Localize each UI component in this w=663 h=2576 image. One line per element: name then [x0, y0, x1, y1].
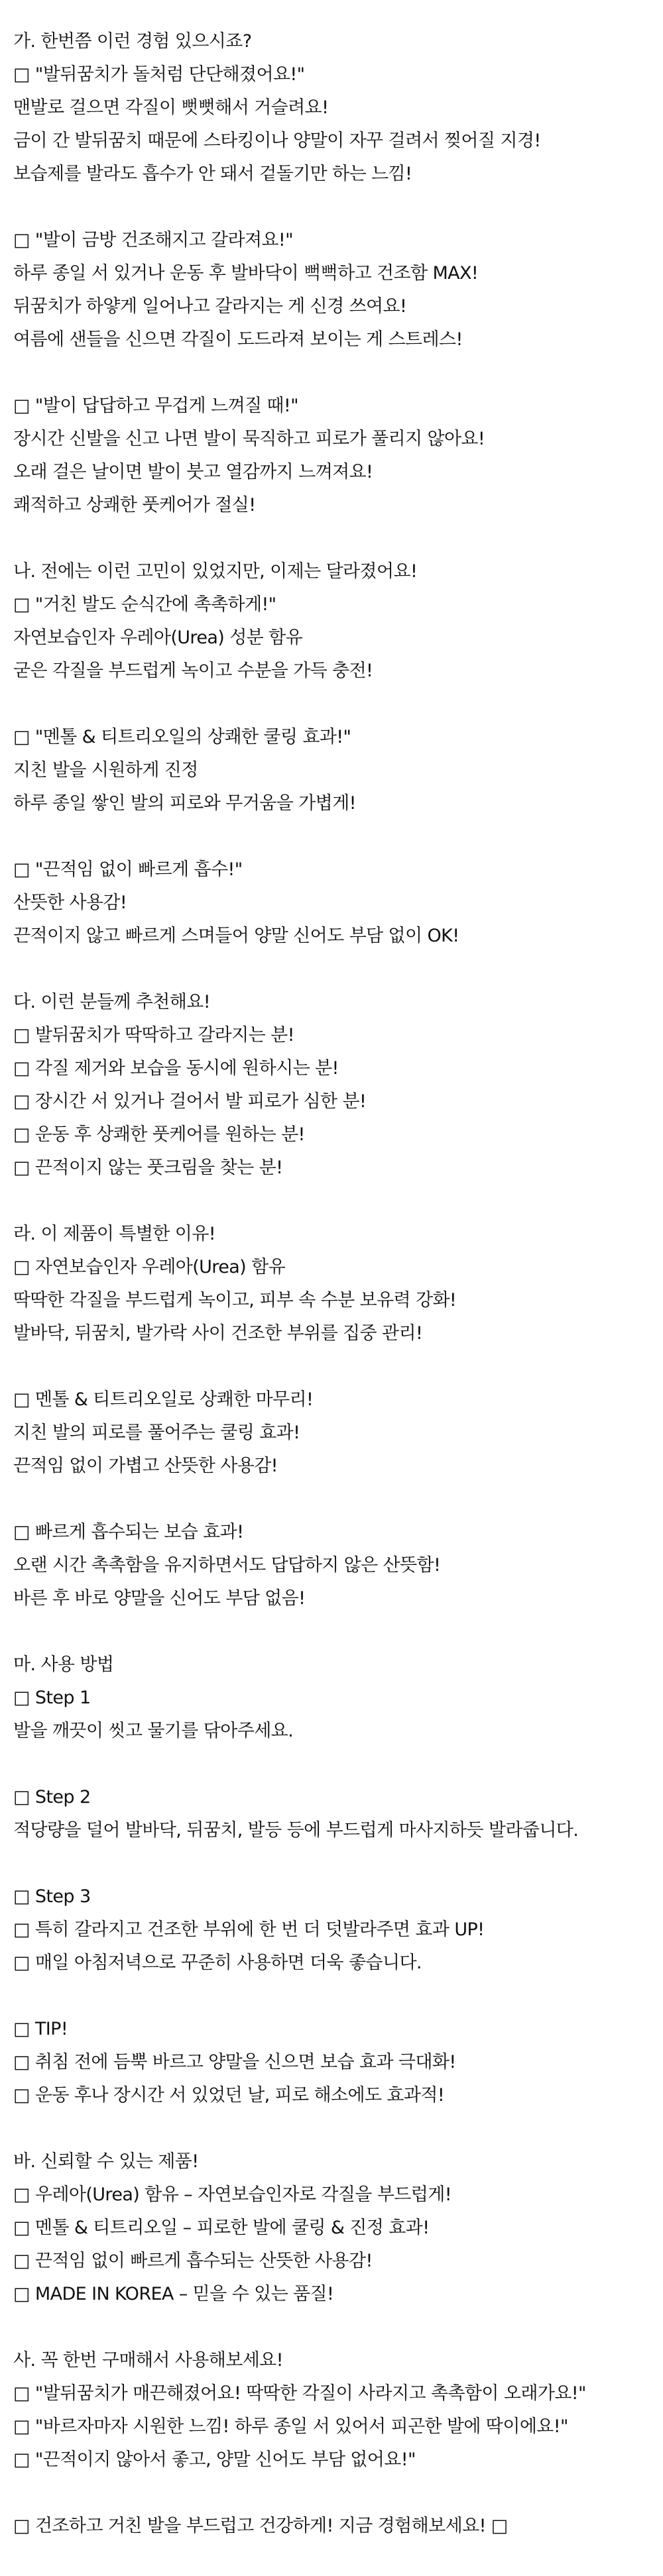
section-heading: 바. 신뢰할 수 있는 제품!: [13, 2151, 199, 2172]
section-spacer: [13, 522, 656, 555]
text-line: 발을 깨끗이 씻고 물기를 닦아주세요.: [13, 1721, 294, 1741]
text-line: □ 운동 후 상쾌한 풋케어를 원하는 분!: [13, 1124, 305, 1145]
block-spacer: [13, 2477, 656, 2510]
block-spacer: [13, 1483, 656, 1516]
section-spacer: [13, 2311, 656, 2344]
text-line: 지친 발의 피로를 풀어주는 쿨링 효과!: [13, 1422, 300, 1443]
section-heading: 라. 이 제품이 특별한 이유!: [13, 1224, 215, 1244]
content-block: [13, 721, 656, 820]
section-ba: [13, 2145, 656, 2311]
text-line: □ 건조하고 거친 발을 부드럽고 건강하게! 지금 경험해보세요! □: [13, 2516, 508, 2536]
text-line: 여름에 샌들을 신으면 각질이 도드라져 보이는 게 스트레스!: [13, 329, 463, 350]
content-block: [13, 2013, 656, 2112]
block-spacer: [13, 191, 656, 224]
text-line: □ "발이 금방 건조해지고 갈라져요!": [13, 230, 293, 250]
text-line: □ 매일 아침저녁으로 꾸준히 사용하면 더욱 좋습니다.: [13, 1953, 422, 1973]
block-spacer: [13, 688, 656, 721]
text-line: □ 각질 제거와 보습을 동시에 원하시는 분!: [13, 1058, 339, 1079]
text-line: □ TIP!: [13, 2019, 68, 2039]
text-line: 끈적임 없이 가볍고 산뜻한 사용감!: [13, 1456, 278, 1476]
text-line: 맨발로 걸으면 각질이 뻣뻣해서 거슬려요!: [13, 97, 329, 118]
text-line: □ 빠르게 흡수되는 보습 효과!: [13, 1522, 244, 1542]
text-line: □ "끈적임 없이 빠르게 흡수!": [13, 859, 243, 880]
section-spacer: [13, 1185, 656, 1218]
text-line: □ 우레아(Urea) 함유 – 자연보습인자로 각질을 부드럽게!: [13, 2184, 452, 2205]
text-line: □ "끈적이지 않아서 좋고, 양말 신어도 부담 없어요!": [13, 2449, 416, 2470]
block-spacer: [13, 1350, 656, 1383]
text-line: □ 장시간 서 있거나 걸어서 발 피로가 심한 분!: [13, 1091, 367, 1112]
block-spacer: [13, 1748, 656, 1781]
text-line: 끈적이지 않고 빠르게 스며들어 양말 신어도 부담 없이 OK!: [13, 926, 459, 946]
text-line: □ 발뒤꿈치가 딱딱하고 갈라지는 분!: [13, 1025, 294, 1046]
text-line: 장시간 신발을 신고 나면 발이 묵직하고 피로가 풀리지 않아요!: [13, 429, 485, 449]
section-ra: [13, 1218, 656, 1615]
section-ga: [13, 25, 656, 522]
content-block: [13, 2178, 656, 2311]
content-block: [13, 1682, 656, 1748]
section-heading: 다. 이런 분들께 추천해요!: [13, 992, 210, 1012]
text-line: 굳은 각질을 부드럽게 녹이고 수분을 가득 충전!: [13, 661, 373, 681]
text-line: □ Step 1: [13, 1688, 91, 1708]
text-line: □ "발이 답답하고 무겁게 느껴질 때!": [13, 396, 298, 416]
section-spacer: [13, 2112, 656, 2145]
text-line: 보습제를 발라도 흡수가 안 돼서 겉돌기만 하는 느낌!: [13, 164, 412, 184]
text-line: □ 멘톨 & 티트리오일로 상쾌한 마무리!: [13, 1389, 314, 1410]
content-block: [13, 2510, 656, 2543]
text-line: □ 끈적임 없이 빠르게 흡수되는 산뜻한 사용감!: [13, 2251, 373, 2271]
text-line: □ "멘톨 & 티트리오일의 상쾌한 쿨링 효과!": [13, 727, 351, 747]
text-line: □ Step 3: [13, 1886, 91, 1907]
content-block: [13, 1880, 656, 1980]
text-line: 딱딱한 각질을 부드럽게 녹이고, 피부 속 수분 보유력 강화!: [13, 1290, 457, 1311]
section-spacer: [13, 1615, 656, 1648]
text-line: □ "바르자마자 시원한 느낌! 하루 종일 서 있어서 피곤한 발에 딱이에요!": [13, 2416, 568, 2437]
content-block: [13, 1383, 656, 1483]
content-block: [13, 1251, 656, 1350]
content-block: [13, 853, 656, 953]
text-line: 산뜻한 사용감!: [13, 892, 127, 913]
content-block: [13, 390, 656, 522]
content-block: [13, 588, 656, 688]
text-line: 지친 발을 시원하게 진정: [13, 760, 198, 780]
text-line: □ 끈적이지 않는 풋크림을 찾는 분!: [13, 1157, 283, 1178]
text-line: 오랜 시간 촉촉함을 유지하면서도 답답하지 않은 산뜻함!: [13, 1555, 441, 1576]
section-na: [13, 555, 656, 953]
text-line: 발바닥, 뒤꿈치, 발가락 사이 건조한 부위를 집중 관리!: [13, 1323, 423, 1344]
section-heading: 가. 한번쯤 이런 경험 있으시죠?: [13, 31, 252, 52]
text-line: 적당량을 덜어 발바닥, 뒤꿈치, 발등 등에 부드럽게 마사지하듯 발라줍니다.: [13, 1820, 579, 1841]
text-line: 뒤꿈치가 하얗게 일어나고 갈라지는 게 신경 쓰여요!: [13, 296, 407, 317]
text-line: 바른 후 바로 양말을 신어도 부담 없음!: [13, 1588, 306, 1609]
text-line: □ "거친 발도 순식간에 촉촉하게!": [13, 594, 276, 615]
content-block: [13, 1781, 656, 1847]
text-line: □ "발뒤꿈치가 돌처럼 단단해졌어요!": [13, 64, 305, 85]
content-block: [13, 224, 656, 356]
text-line: □ 취침 전에 듬뿍 바르고 양말을 신으면 보습 효과 극대화!: [13, 2052, 456, 2072]
text-line: 금이 간 발뒤꿈치 때문에 스타킹이나 양말이 자꾸 걸려서 찢어질 지경!: [13, 131, 541, 151]
section-ma: [13, 1648, 656, 2112]
text-line: 하루 종일 쌓인 발의 피로와 무거움을 가볍게!: [13, 793, 356, 814]
block-spacer: [13, 1847, 656, 1880]
content-block: [13, 1516, 656, 1615]
content-block: [13, 2377, 656, 2477]
section-da: [13, 986, 656, 1185]
text-line: □ MADE IN KOREA – 믿을 수 있는 품질!: [13, 2284, 334, 2304]
section-heading: 마. 사용 방법: [13, 1654, 114, 1675]
product-description-document: [13, 25, 656, 2543]
text-line: □ 특히 갈라지고 건조한 부위에 한 번 더 덧발라주면 효과 UP!: [13, 1919, 485, 1940]
text-line: □ "발뒤꿈치가 매끈해졌어요! 딱딱한 각질이 사라지고 촉촉함이 오래가요!": [13, 2383, 586, 2404]
section-sa: [13, 2344, 656, 2543]
section-spacer: [13, 953, 656, 986]
content-block: [13, 58, 656, 191]
text-line: 쾌적하고 상쾌한 풋케어가 절실!: [13, 495, 256, 515]
text-line: □ 멘톨 & 티트리오일 – 피로한 발에 쿨링 & 진정 효과!: [13, 2218, 430, 2238]
section-heading: 나. 전에는 이런 고민이 있었지만, 이제는 달라졌어요!: [13, 561, 418, 582]
block-spacer: [13, 356, 656, 390]
text-line: 자연보습인자 우레아(Urea) 성분 함유: [13, 627, 303, 648]
content-block: [13, 1019, 656, 1185]
block-spacer: [13, 1980, 656, 2013]
block-spacer: [13, 820, 656, 853]
text-line: □ 자연보습인자 우레아(Urea) 함유: [13, 1257, 286, 1277]
text-line: □ 운동 후나 장시간 서 있었던 날, 피로 해소에도 효과적!: [13, 2085, 445, 2106]
text-line: 오래 걸은 날이면 발이 붓고 열감까지 느껴져요!: [13, 462, 373, 482]
text-line: 하루 종일 서 있거나 운동 후 발바닥이 뻑뻑하고 건조함 MAX!: [13, 263, 479, 284]
section-heading: 사. 꼭 한번 구매해서 사용해보세요!: [13, 2350, 283, 2371]
text-line: □ Step 2: [13, 1787, 91, 1807]
